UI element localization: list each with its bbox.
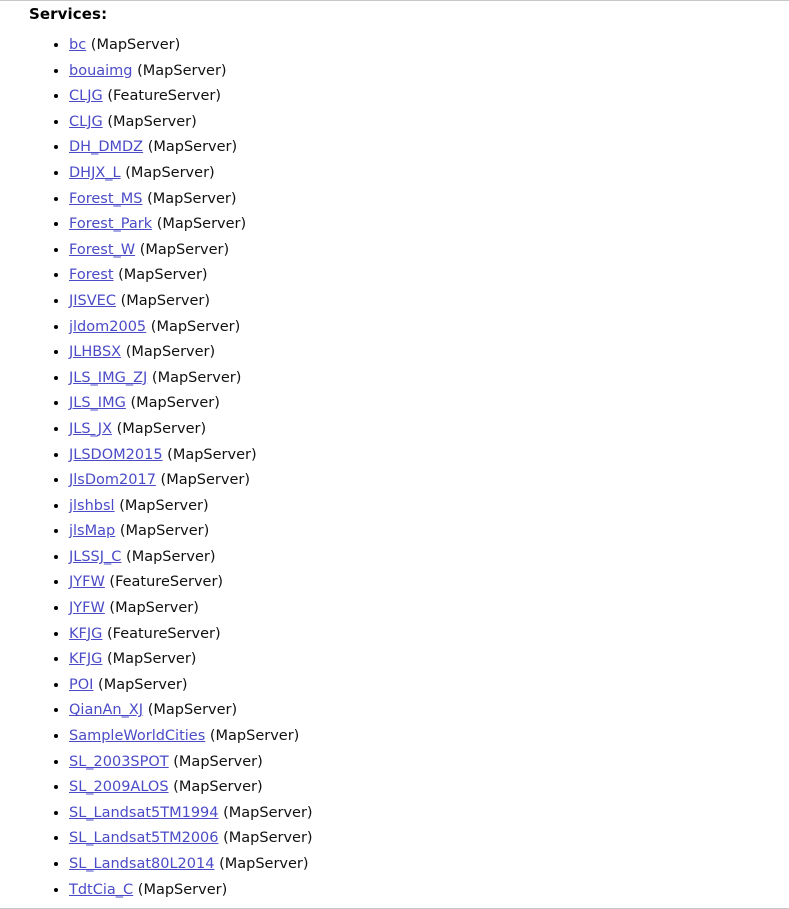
service-link[interactable]: Forest	[69, 267, 114, 284]
service-link[interactable]: jldom2005	[69, 318, 147, 335]
list-item	[69, 289, 789, 315]
service-type-label: (MapServer)	[120, 292, 211, 309]
service-link[interactable]: KFJG	[69, 651, 103, 668]
service-link[interactable]: CLJG	[69, 113, 103, 130]
service-link[interactable]: KFJG	[69, 625, 103, 642]
list-item	[69, 494, 789, 520]
service-type-label: (MapServer)	[219, 856, 309, 872]
service-type-label: (MapServer)	[150, 318, 241, 335]
list-item	[69, 852, 789, 878]
list-item	[69, 673, 789, 699]
service-link[interactable]: SL_Landsat5TM1994	[69, 804, 219, 821]
list-item	[69, 366, 789, 392]
service-type-label: (MapServer)	[119, 497, 209, 514]
service-type-label: (MapServer)	[147, 702, 238, 719]
list-item	[69, 775, 789, 801]
service-type-label: (MapServer)	[137, 62, 227, 79]
list-item	[69, 110, 789, 136]
service-type-label: (FeatureServer)	[109, 574, 224, 591]
service-link[interactable]: Forest_Park	[69, 216, 153, 233]
list-item	[69, 340, 789, 366]
list-item	[69, 596, 789, 622]
list-item	[69, 315, 789, 341]
service-link[interactable]: SampleWorldCities	[69, 728, 206, 745]
service-type-label: (MapServer)	[90, 37, 181, 53]
service-type-label: (MapServer)	[126, 548, 216, 565]
service-type-label: (MapServer)	[98, 676, 188, 693]
service-type-label: (MapServer)	[160, 472, 251, 489]
service-type-label: (MapServer)	[109, 600, 199, 617]
service-link[interactable]: jlsMap	[69, 523, 116, 540]
list-item	[69, 33, 789, 59]
list-item	[69, 545, 789, 571]
service-link[interactable]: bouaimg	[69, 62, 133, 79]
service-link[interactable]: SL_2009ALOS	[69, 779, 169, 796]
service-link[interactable]: DHJX_L	[69, 164, 121, 181]
list-item	[69, 443, 789, 469]
service-type-label: (MapServer)	[106, 651, 197, 668]
list-item	[69, 724, 789, 750]
service-type-label: (MapServer)	[223, 830, 313, 847]
service-type-label: (MapServer)	[167, 446, 257, 463]
service-link[interactable]: JYFW	[69, 574, 105, 591]
service-link[interactable]: JYFW	[69, 600, 105, 617]
page-title: Services:	[29, 5, 108, 23]
service-type-label: (MapServer)	[151, 369, 242, 386]
list-item	[69, 84, 789, 110]
service-link[interactable]: SL_Landsat5TM2006	[69, 830, 219, 847]
service-link[interactable]: JLS_JX	[69, 420, 113, 437]
service-link[interactable]: JLHBSX	[69, 344, 122, 361]
services-list	[0, 33, 789, 903]
list-item	[69, 238, 789, 264]
list-item	[69, 750, 789, 776]
service-link[interactable]: POI	[69, 676, 94, 693]
list-item	[69, 622, 789, 648]
list-item	[69, 391, 789, 417]
service-type-label: (MapServer)	[173, 779, 263, 796]
service-type-label: (MapServer)	[147, 139, 238, 156]
service-type-label: (FeatureServer)	[106, 625, 221, 642]
service-type-label: (MapServer)	[223, 804, 313, 821]
list-item	[69, 698, 789, 724]
service-type-label: (MapServer)	[116, 420, 207, 437]
service-type-label: (MapServer)	[173, 753, 263, 770]
list-item	[69, 519, 789, 545]
service-link[interactable]: JLS_IMG_ZJ	[69, 369, 148, 386]
service-type-label: (FeatureServer)	[107, 88, 221, 105]
service-type-label: (MapServer)	[118, 267, 208, 284]
service-type-label: (MapServer)	[107, 113, 197, 130]
service-type-label: (MapServer)	[125, 344, 216, 361]
service-link[interactable]: JISVEC	[69, 292, 116, 309]
list-item	[69, 161, 789, 187]
service-type-label: (MapServer)	[209, 728, 300, 745]
service-link[interactable]: Forest_MS	[69, 190, 143, 207]
list-item	[69, 570, 789, 596]
service-type-label: (MapServer)	[147, 190, 237, 207]
service-link[interactable]: JLS_IMG	[69, 395, 126, 412]
service-type-label: (MapServer)	[130, 395, 220, 412]
service-link[interactable]: jlshbsl	[69, 497, 115, 514]
list-item	[69, 263, 789, 289]
service-type-label: (MapServer)	[139, 241, 230, 258]
service-type-label: (MapServer)	[137, 881, 228, 898]
service-link[interactable]: Forest_W	[69, 241, 136, 258]
list-item	[69, 187, 789, 213]
list-item	[69, 801, 789, 827]
service-type-label: (MapServer)	[156, 216, 247, 233]
list-item	[69, 878, 789, 904]
service-link[interactable]: JLSSJ_C	[69, 548, 122, 565]
service-link[interactable]: TdtCia_C	[69, 881, 134, 898]
service-link[interactable]: SL_Landsat80L2014	[69, 856, 215, 872]
list-item	[69, 417, 789, 443]
service-link[interactable]: DH_DMDZ	[69, 139, 144, 156]
service-type-label: (MapServer)	[119, 523, 210, 540]
service-link[interactable]: SL_2003SPOT	[69, 753, 169, 770]
service-link[interactable]: JLSDOM2015	[69, 446, 163, 463]
top-divider	[0, 0, 789, 1]
list-item	[69, 212, 789, 238]
service-link[interactable]: bc	[69, 37, 87, 53]
list-item	[69, 826, 789, 852]
list-item	[69, 647, 789, 673]
list-item	[69, 59, 789, 85]
list-item	[69, 468, 789, 494]
list-item	[69, 135, 789, 161]
service-link[interactable]: JlsDom2017	[69, 472, 156, 489]
service-link[interactable]: CLJG	[69, 88, 103, 105]
service-link[interactable]: QianAn_XJ	[69, 702, 144, 719]
service-type-label: (MapServer)	[125, 164, 215, 181]
